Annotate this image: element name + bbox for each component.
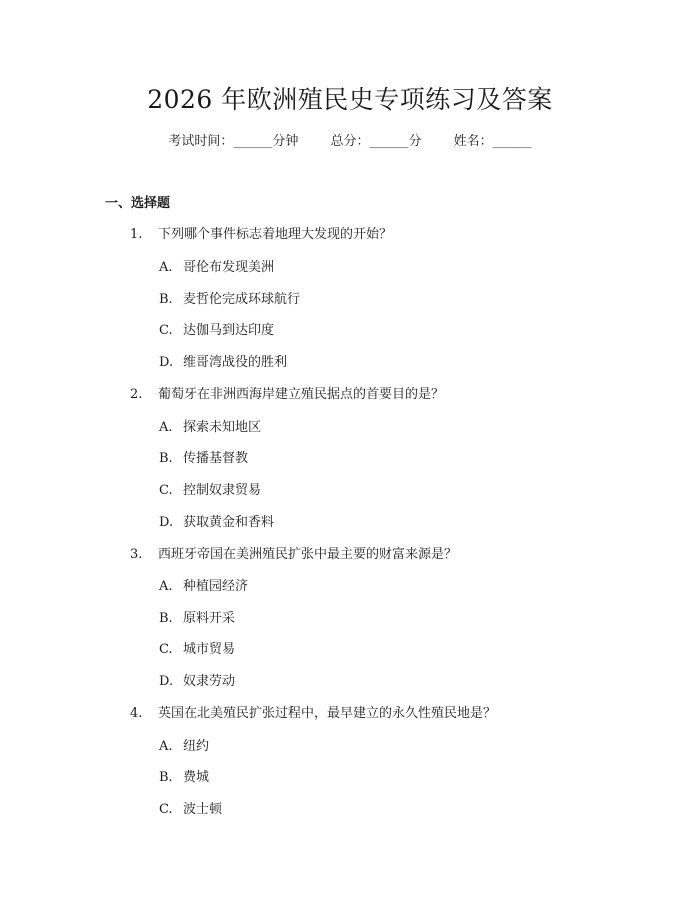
option-text: 控制奴隶贸易 — [183, 483, 262, 498]
question-3-option-d — [159, 670, 235, 689]
question-number: 2. — [130, 387, 143, 402]
option-text: 传播基督教 — [183, 451, 249, 466]
question-3-option-a — [159, 575, 248, 594]
option-letter: D. — [159, 515, 174, 530]
option-text: 奴隶劳动 — [183, 674, 236, 689]
question-4-option-c — [159, 798, 222, 817]
option-letter: A. — [159, 739, 173, 754]
question-text: 西班牙帝国在美洲殖民扩张中最主要的财富来源是？ — [158, 547, 458, 562]
option-letter: D. — [159, 674, 174, 689]
question-2-option-c — [159, 479, 261, 498]
option-letter: B. — [159, 451, 173, 466]
option-letter: C. — [159, 483, 173, 498]
option-text: 麦哲伦完成环球航行 — [183, 292, 301, 307]
page-title: 2026 年欧洲殖民史专项练习及答案 — [147, 85, 553, 114]
option-text: 获取黄金和香料 — [183, 515, 275, 530]
question-4-option-b — [159, 766, 209, 785]
question-3-option-b — [159, 607, 235, 626]
question-4 — [130, 702, 496, 721]
option-text: 维哥湾战役的胜利 — [183, 355, 288, 370]
question-1-option-a — [159, 256, 274, 275]
option-letter: A. — [159, 420, 173, 435]
question-text: 葡萄牙在非洲西海岸建立殖民据点的首要目的是？ — [158, 387, 445, 402]
option-letter: C. — [159, 642, 173, 657]
question-2-option-a — [159, 416, 261, 435]
option-text: 哥伦布发现美洲 — [183, 260, 275, 275]
total-score-field: 总分：______分 — [330, 134, 422, 149]
question-1-option-c — [159, 319, 274, 338]
option-text: 城市贸易 — [183, 642, 236, 657]
question-1-option-d — [159, 351, 287, 370]
option-text: 原料开采 — [183, 611, 236, 626]
question-2-option-d — [159, 511, 274, 530]
option-text: 种植园经济 — [183, 579, 249, 594]
option-letter: B. — [159, 770, 173, 785]
option-text: 探索未知地区 — [183, 420, 262, 435]
question-number: 4. — [130, 706, 143, 721]
option-text: 波士顿 — [183, 802, 223, 817]
option-letter: C. — [159, 323, 173, 338]
question-2 — [130, 383, 444, 402]
student-name-field: 姓名：______ — [453, 134, 532, 149]
question-1 — [130, 223, 392, 242]
option-text: 达伽马到达印度 — [183, 323, 275, 338]
option-letter: A. — [159, 260, 173, 275]
section-heading: 一、选择题 — [105, 196, 171, 211]
option-letter: C. — [159, 802, 173, 817]
option-letter: A. — [159, 579, 173, 594]
exam-time-field: 考试时间：______分钟 — [168, 134, 299, 149]
option-letter: D. — [159, 355, 174, 370]
exam-meta — [0, 130, 700, 149]
option-text: 费城 — [183, 770, 210, 785]
question-3 — [130, 543, 457, 562]
option-letter: B. — [159, 611, 173, 626]
question-1-option-b — [159, 288, 300, 307]
option-text: 纽约 — [183, 739, 210, 754]
question-2-option-b — [159, 447, 248, 466]
option-letter: B. — [159, 292, 173, 307]
question-text: 下列哪个事件标志着地理大发现的开始？ — [158, 227, 393, 242]
question-number: 1. — [130, 227, 143, 242]
question-number: 3. — [130, 547, 143, 562]
question-4-option-a — [159, 735, 209, 754]
question-3-option-c — [159, 638, 235, 657]
question-text: 英国在北美殖民扩张过程中，最早建立的永久性殖民地是？ — [158, 706, 497, 721]
